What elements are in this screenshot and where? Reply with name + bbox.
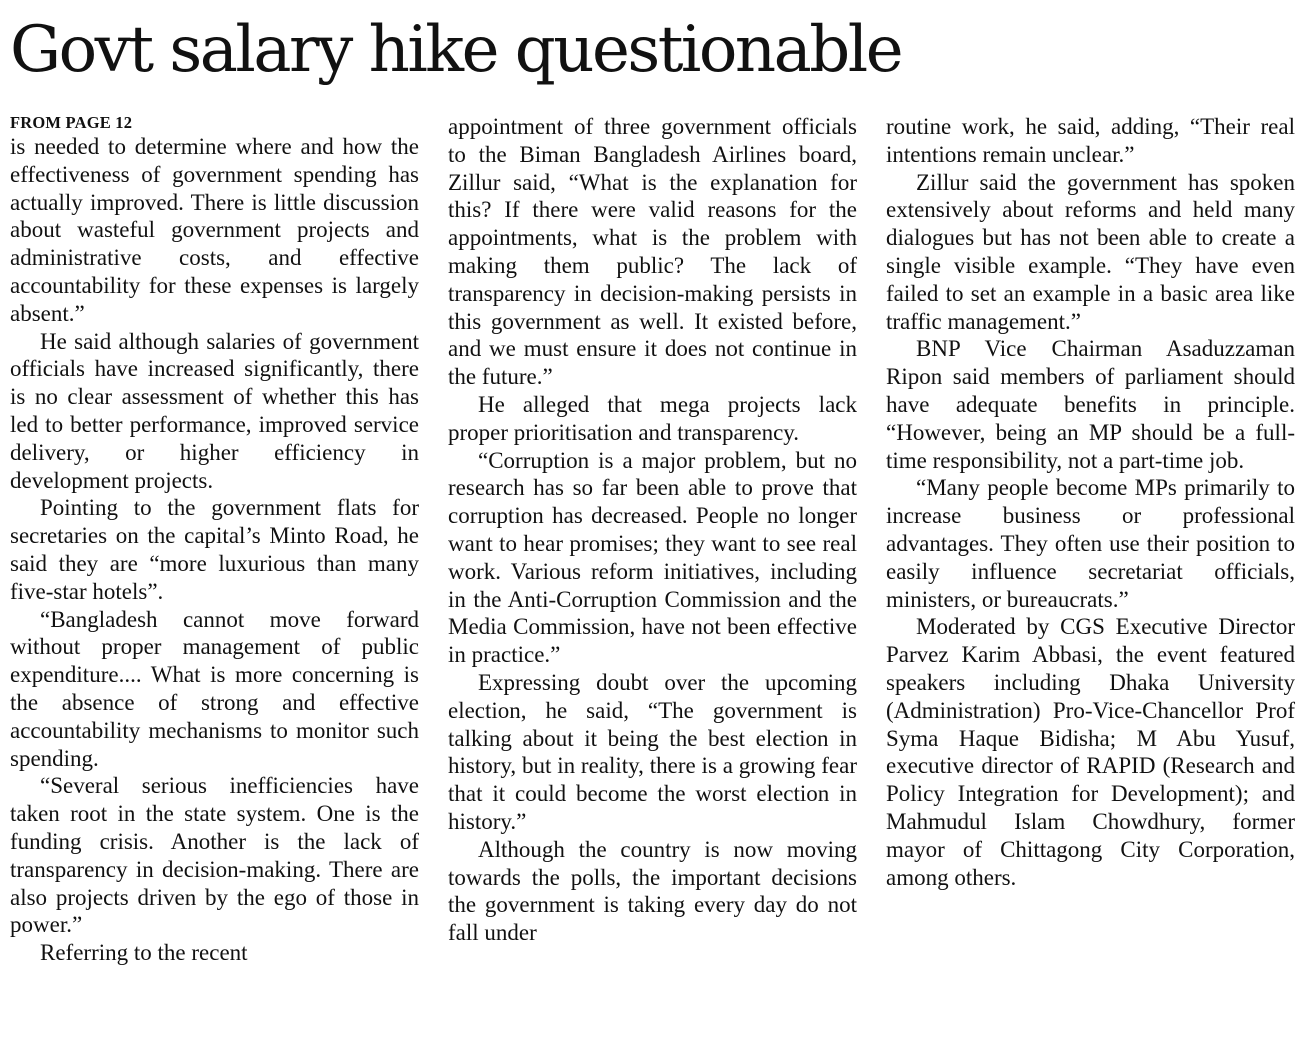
article-column-2 (448, 113, 857, 947)
article-column-1 (10, 113, 419, 967)
paragraph: Zillur said the government has spoken extensively about reforms and held many dialogues but has not been able to create a single visible example. “They have even failed to set an example in a basic area like traffic management.” (886, 169, 1295, 334)
paragraph: BNP Vice Chairman Asaduzzaman Ripon said members of parliament should have adequate benefits in principle. “However, being an MP should be a full-time responsibility, not a part-time job. (886, 336, 1295, 473)
paragraph: “Corruption is a major problem, but no research has so far been able to prove that corruption has decreased. People no longer want to hear promises; they want to see real work. Various reform initiatives, including in the Anti-Corruption Commission and the Media Commission, have not been effective in practice.” (448, 447, 857, 668)
paragraph: Although the country is now moving towards the polls, the important decisions the government is taking every day do not fall under (448, 836, 857, 946)
paragraph: He said although salaries of government officials have increased significantly, there is no clear assessment of whether this has led to better performance, improved service delivery, or higher efficiency in development projects. (10, 328, 419, 493)
article-column-3 (886, 113, 1295, 891)
paragraph: “Many people become MPs primarily to increase business or professional advantages. They often use their position to easily influence secretariat officials, ministers, or bureaucrats.” (886, 475, 1295, 612)
paragraph: Referring to the recent (40, 940, 248, 966)
paragraph: Pointing to the government flats for secretaries on the capital’s Minto Road, he said they are “more luxurious than many five-star hotels”. (10, 495, 419, 604)
paragraph: is needed to determine where and how the effectiveness of government spending has actually improved. There is little discussion about wasteful government projects and administrative costs, and effective accountability for these expenses is largely absent.” (10, 134, 419, 326)
paragraph: Expressing doubt over the upcoming election, he said, “The government is talking about it being the best election in history, but in reality, there is a growing fear that it could become the worst election in history.” (448, 669, 857, 834)
paragraph: Moderated by CGS Executive Director Parvez Karim Abbasi, the event featured speakers including Dhaka University (Administration) Pro-Vice-Chancellor Prof Syma Haque Bidisha; M Abu Yusuf, executive director of RAPID (Research and Policy Integration for Development); and Mahmudul Islam Chowdhury, former mayor of Chittagong City Corporation, among others. (886, 614, 1295, 890)
headline: Govt salary hike questionable (10, 13, 902, 87)
paragraph: “Bangladesh cannot move forward without proper management of public expenditure.... What is more concerning is the absence of strong and effective accountability mechanisms to monitor such spending. (10, 606, 419, 771)
paragraph: He alleged that mega projects lack proper prioritisation and transparency. (448, 391, 857, 445)
paragraph: appointment of three government officials to the Biman Bangladesh Airlines board, Zillur said, “What is the explanation for this? If there were valid reasons for the appointments, what is the problem with making them public? The lack of transparency in decision-making persists in this government as well. It existed before, and we must ensure it does not continue in the future.” (448, 114, 857, 390)
paragraph: “Several serious inefficiencies have taken root in the state system. One is the funding crisis. Another is the lack of transparency in decision-making. There are also projects driven by the ego of those in power.” (10, 773, 419, 938)
paragraph: routine work, he said, adding, “Their real intentions remain unclear.” (886, 114, 1295, 167)
continued-from-label: FROM PAGE 12 (10, 113, 133, 132)
